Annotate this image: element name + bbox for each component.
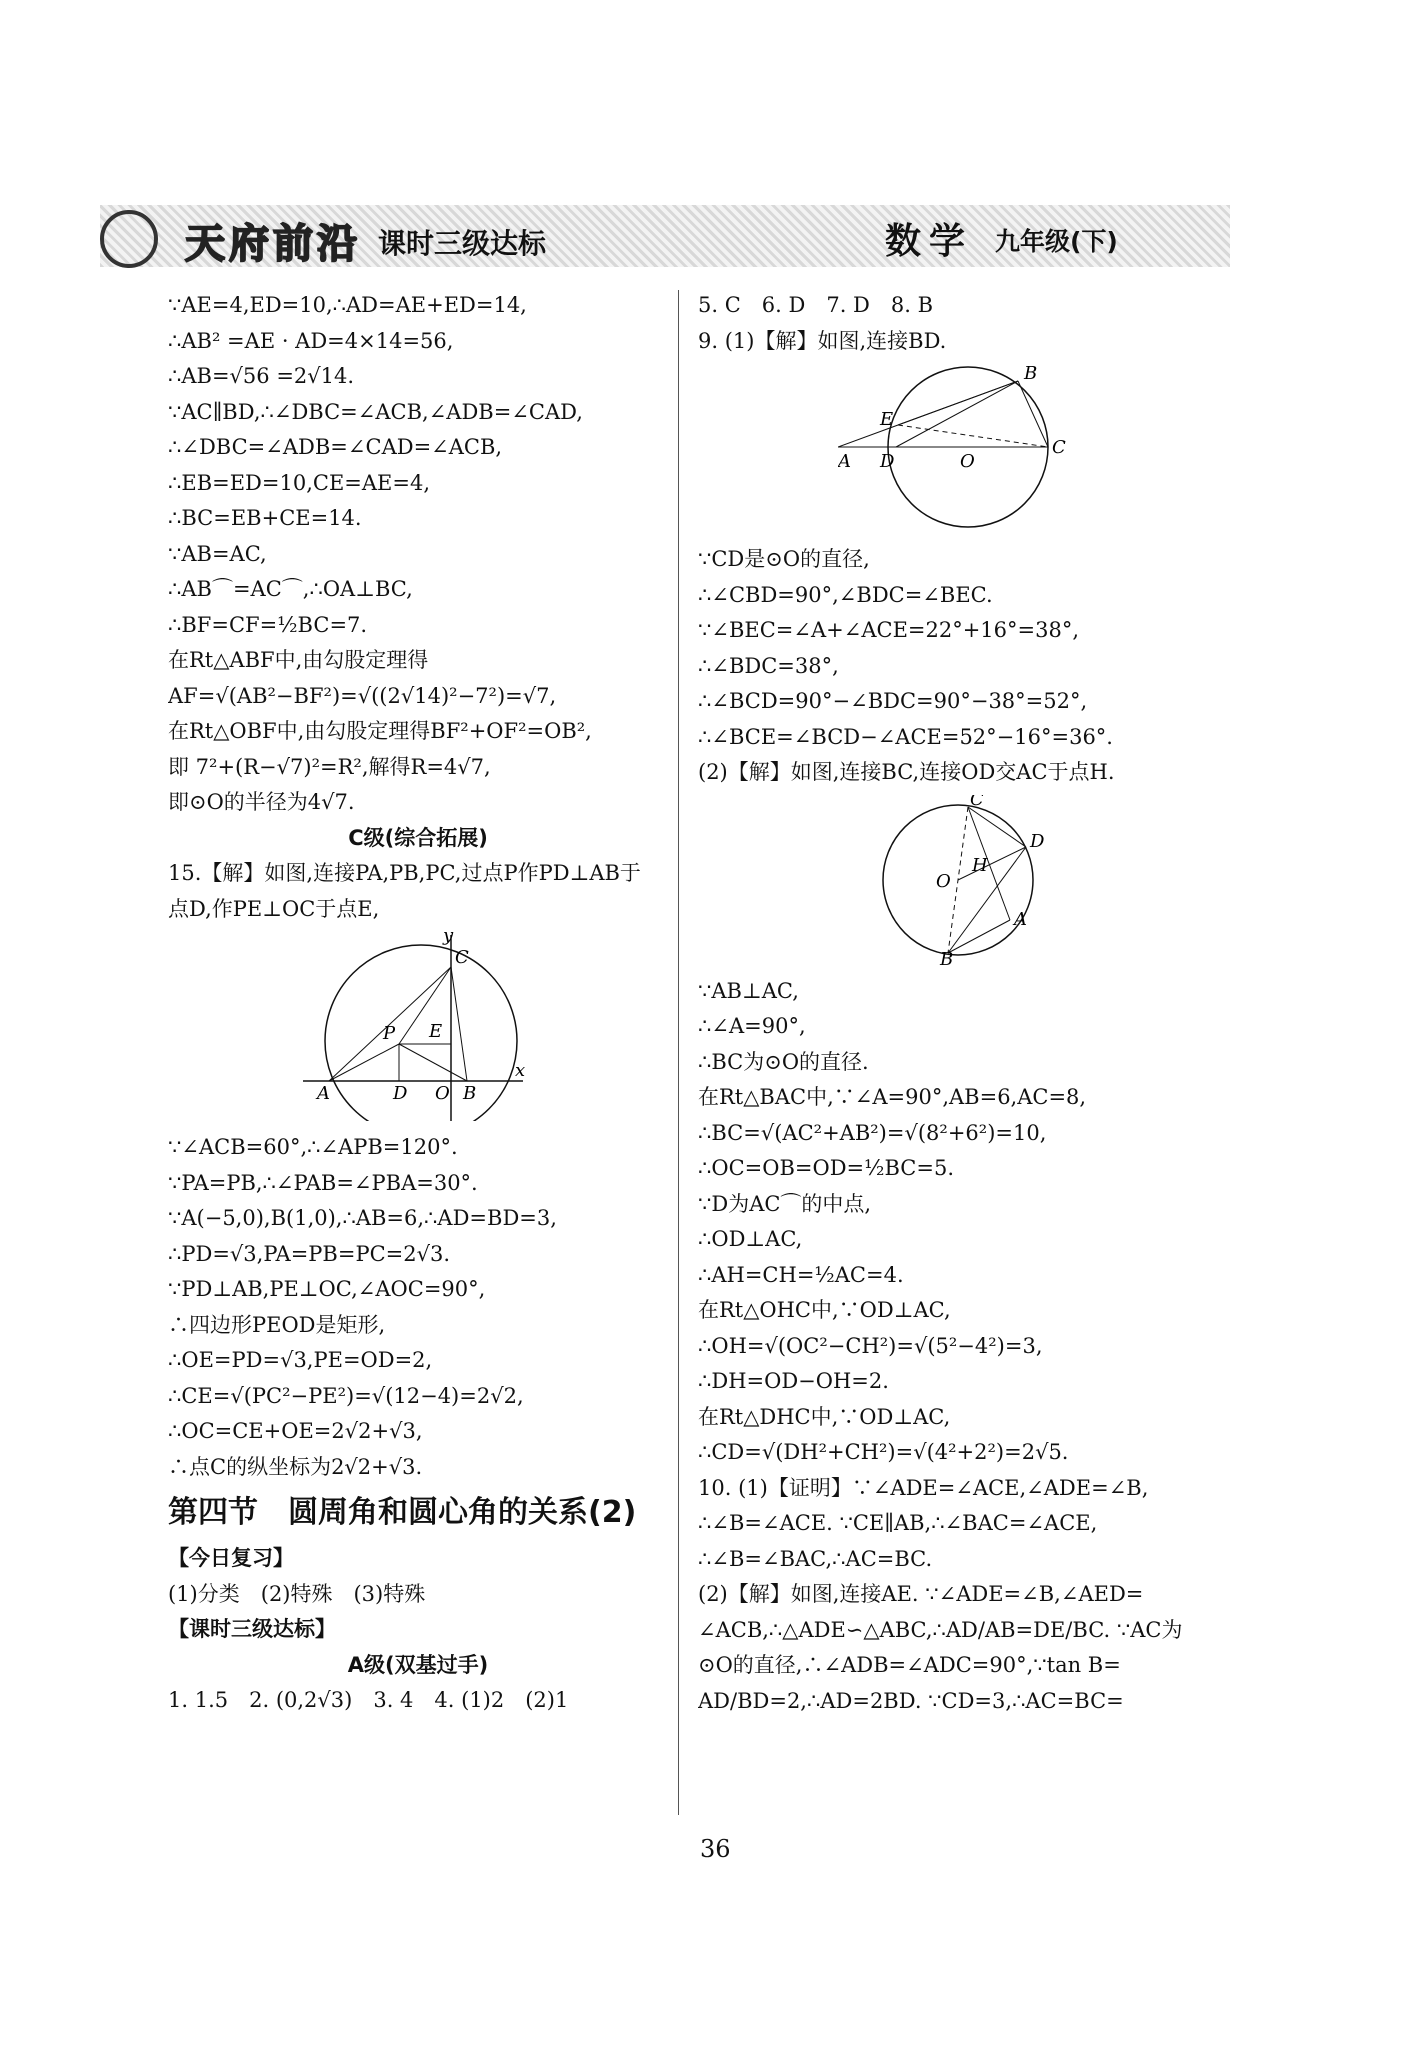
text-line: ∴AB² =AE · AD=4×14=56, <box>168 328 454 353</box>
text-line: ∴AB⌒=AC⌒,∴OA⊥BC, <box>168 577 413 601</box>
fig9a-label-D: D <box>880 451 895 472</box>
question-15-intro <box>168 856 668 927</box>
fig15-label-E: E <box>429 1021 443 1042</box>
fig9b-label-D: D <box>1030 830 1045 852</box>
text-line: 在Rt△OBF中,由勾股定理得BF²+OF²=OB², <box>168 719 592 743</box>
text-line: ∴OH=√(OC²−CH²)=√(5²−4²)=3, <box>698 1333 1043 1358</box>
left-column <box>168 288 668 1719</box>
logo-icon <box>100 210 158 268</box>
text-line: 10. (1)【证明】∵∠ADE=∠ACE,∠ADE=∠B, <box>698 1475 1149 1500</box>
text-line: AD/BD=2,∴AD=2BD. ∵CD=3,∴AC=BC= <box>698 1688 1124 1713</box>
text-line: ∴BC为⊙O的直径. <box>698 1049 869 1074</box>
text-line: ∴∠A=90°, <box>698 1014 806 1038</box>
text-line: ∴CE=√(PC²−PE²)=√(12−4)=2√2, <box>168 1383 524 1408</box>
text-line: 在Rt△BAC中,∵∠A=90°,AB=6,AC=8, <box>698 1085 1087 1109</box>
text-line: ∴四边形PEOD是矩形, <box>168 1312 386 1337</box>
text-line: ∵AE=4,ED=10,∴AD=AE+ED=14, <box>168 293 527 317</box>
fig15-label-y: y <box>443 931 454 946</box>
solution-9-2-and-10-block <box>698 974 1218 1720</box>
fig15-label-x: x <box>515 1060 526 1081</box>
text-line: ∴∠CBD=90°,∠BDC=∠BEC. <box>698 582 993 607</box>
page-number: 36 <box>700 1835 731 1863</box>
text-line: ∴PD=√3,PA=PB=PC=2√3. <box>168 1241 451 1266</box>
fig9b-label-H: H <box>972 854 988 876</box>
review-answers: (1)分类 (2)特殊 (3)特殊 <box>168 1581 426 1606</box>
brand-title: 天府前沿 <box>185 221 361 267</box>
figure-15-diagram <box>303 931 533 1121</box>
text-line: ∴OC=CE+OE=2√2+√3, <box>168 1419 423 1443</box>
fig9a-label-O: O <box>960 451 975 472</box>
text-line: ∴BF=CF=½BC=7. <box>168 612 368 637</box>
fig15-label-B: B <box>463 1083 477 1104</box>
figure-15 <box>168 931 668 1126</box>
solution-14-block <box>168 288 668 821</box>
text-line: 即 7²+(R−√7)²=R²,解得R=4√7, <box>168 754 491 779</box>
fig15-label-O: O <box>435 1083 450 1104</box>
fig15-label-D: D <box>393 1083 408 1104</box>
text-line: ∵CD是⊙O的直径, <box>698 547 870 571</box>
text-line: 即⊙O的半径为4√7. <box>168 790 355 814</box>
fig15-label-A: A <box>317 1083 330 1104</box>
figure-9-1 <box>698 363 1218 538</box>
text-line: ∴BC=√(AC²+AB²)=√(8²+6²)=10, <box>698 1120 1047 1145</box>
fig9b-label-O: O <box>936 870 951 892</box>
fig15-label-C: C <box>455 947 469 968</box>
text-line: ∵∠BEC=∠A+∠ACE=22°+16°=38°, <box>698 618 1080 642</box>
text-line: AF=√(AB²−BF²)=√((2√14)²−7²)=√7, <box>168 683 557 708</box>
a-level-heading: A级(双基过手) <box>347 1652 489 1677</box>
lesson-heading: 【课时三级达标】 <box>168 1617 336 1641</box>
text-line: (2)【解】如图,连接BC,连接OD交AC于点H. <box>698 760 1115 784</box>
text-line: ∵D为AC⌒的中点, <box>698 1191 872 1216</box>
figure-9-2 <box>698 795 1218 970</box>
text-line: 9. (1)【解】如图,连接BD. <box>698 328 947 353</box>
a-level-answers: 1. 1.5 2. (0,2√3) 3. 4 4. (1)2 (2)1 <box>168 1688 569 1712</box>
solution-15-block <box>168 1130 668 1485</box>
text-line: ∴∠B=∠ACE. ∵CE∥AB,∴∠BAC=∠ACE, <box>698 1511 1098 1535</box>
text-line: ∴∠BCE=∠BCD−∠ACE=52°−16°=36°. <box>698 724 1113 749</box>
text-line: ∴CD=√(DH²+CH²)=√(4²+2²)=2√5. <box>698 1440 1069 1464</box>
fig9b-label-A: A <box>1014 908 1027 930</box>
text-line: ∴∠BDC=38°, <box>698 653 839 678</box>
solution-9-1-block <box>698 542 1218 791</box>
text-line: 在Rt△OHC中,∵OD⊥AC, <box>698 1298 951 1322</box>
section-title: 第四节 圆周角和圆心角的关系(2) <box>168 1495 637 1530</box>
answers-5-9-intro <box>698 288 1218 359</box>
grade-label: 九年级(下) <box>995 227 1118 256</box>
text-line: ∵PD⊥AB,PE⊥OC,∠AOC=90°, <box>168 1277 486 1301</box>
brand-subtitle: 课时三级达标 <box>378 227 547 260</box>
text-line: ∵∠ACB=60°,∴∠APB=120°. <box>168 1135 458 1159</box>
figure-9-1-diagram <box>838 363 1078 533</box>
subject-label: 数学 <box>885 221 974 262</box>
review-heading: 【今日复习】 <box>168 1546 294 1570</box>
fig9a-label-A: A <box>838 451 851 472</box>
text-line: ⊙O的直径,∴∠ADB=∠ADC=90°,∵tan B= <box>698 1653 1121 1677</box>
text-line: ∴AH=CH=½AC=4. <box>698 1262 904 1287</box>
text-line: ∴∠BCD=90°−∠BDC=90°−38°=52°, <box>698 689 1088 713</box>
text-line: ∴OE=PD=√3,PE=OD=2, <box>168 1348 433 1372</box>
fig15-label-P: P <box>383 1023 396 1044</box>
text-line: ∠ACB,∴△ADE∽△ABC,∴AD/AB=DE/BC. ∵AC为 <box>698 1617 1183 1642</box>
text-line: ∵A(−5,0),B(1,0),∴AB=6,∴AD=BD=3, <box>168 1206 557 1230</box>
fig9a-label-B: B <box>1024 363 1038 384</box>
text-line: ∴点C的纵坐标为2√2+√3. <box>168 1454 423 1479</box>
text-line: ∴AB=√56 =2√14. <box>168 364 355 388</box>
text-line: ∴∠DBC=∠ADB=∠CAD=∠ACB, <box>168 435 503 459</box>
text-line: 在Rt△DHC中,∵OD⊥AC, <box>698 1404 951 1429</box>
text-line: ∵AB⊥AC, <box>698 978 799 1003</box>
figure-9-2-diagram <box>858 795 1058 965</box>
text-line: ∴EB=ED=10,CE=AE=4, <box>168 470 430 495</box>
text-line: ∴BC=EB+CE=14. <box>168 506 362 530</box>
text-line: 在Rt△ABF中,由勾股定理得 <box>168 648 429 672</box>
text-line: 点D,作PE⊥OC于点E, <box>168 896 380 921</box>
text-line: ∵AC∥BD,∴∠DBC=∠ACB,∠ADB=∠CAD, <box>168 399 583 424</box>
fig9b-label-C: C <box>970 794 984 810</box>
c-level-heading: C级(综合拓展) <box>348 825 488 850</box>
fig9a-label-C: C <box>1052 437 1066 458</box>
text-line: ∴∠B=∠BAC,∴AC=BC. <box>698 1546 933 1571</box>
right-column <box>698 288 1218 1719</box>
text-line: ∴OC=OB=OD=½BC=5. <box>698 1156 955 1180</box>
text-line: 5. C 6. D 7. D 8. B <box>698 293 934 317</box>
fig9b-label-B: B <box>940 948 954 965</box>
column-divider <box>678 290 679 1815</box>
text-line: ∵PA=PB,∴∠PAB=∠PBA=30°. <box>168 1170 478 1195</box>
text-line: (2)【解】如图,连接AE. ∵∠ADE=∠B,∠AED= <box>698 1582 1144 1606</box>
text-line: ∵AB=AC, <box>168 541 267 566</box>
fig9a-label-E: E <box>880 409 894 430</box>
text-line: 15.【解】如图,连接PA,PB,PC,过点P作PD⊥AB于 <box>168 861 641 885</box>
text-line: ∴OD⊥AC, <box>698 1227 803 1251</box>
text-line: ∴DH=OD−OH=2. <box>698 1369 889 1393</box>
